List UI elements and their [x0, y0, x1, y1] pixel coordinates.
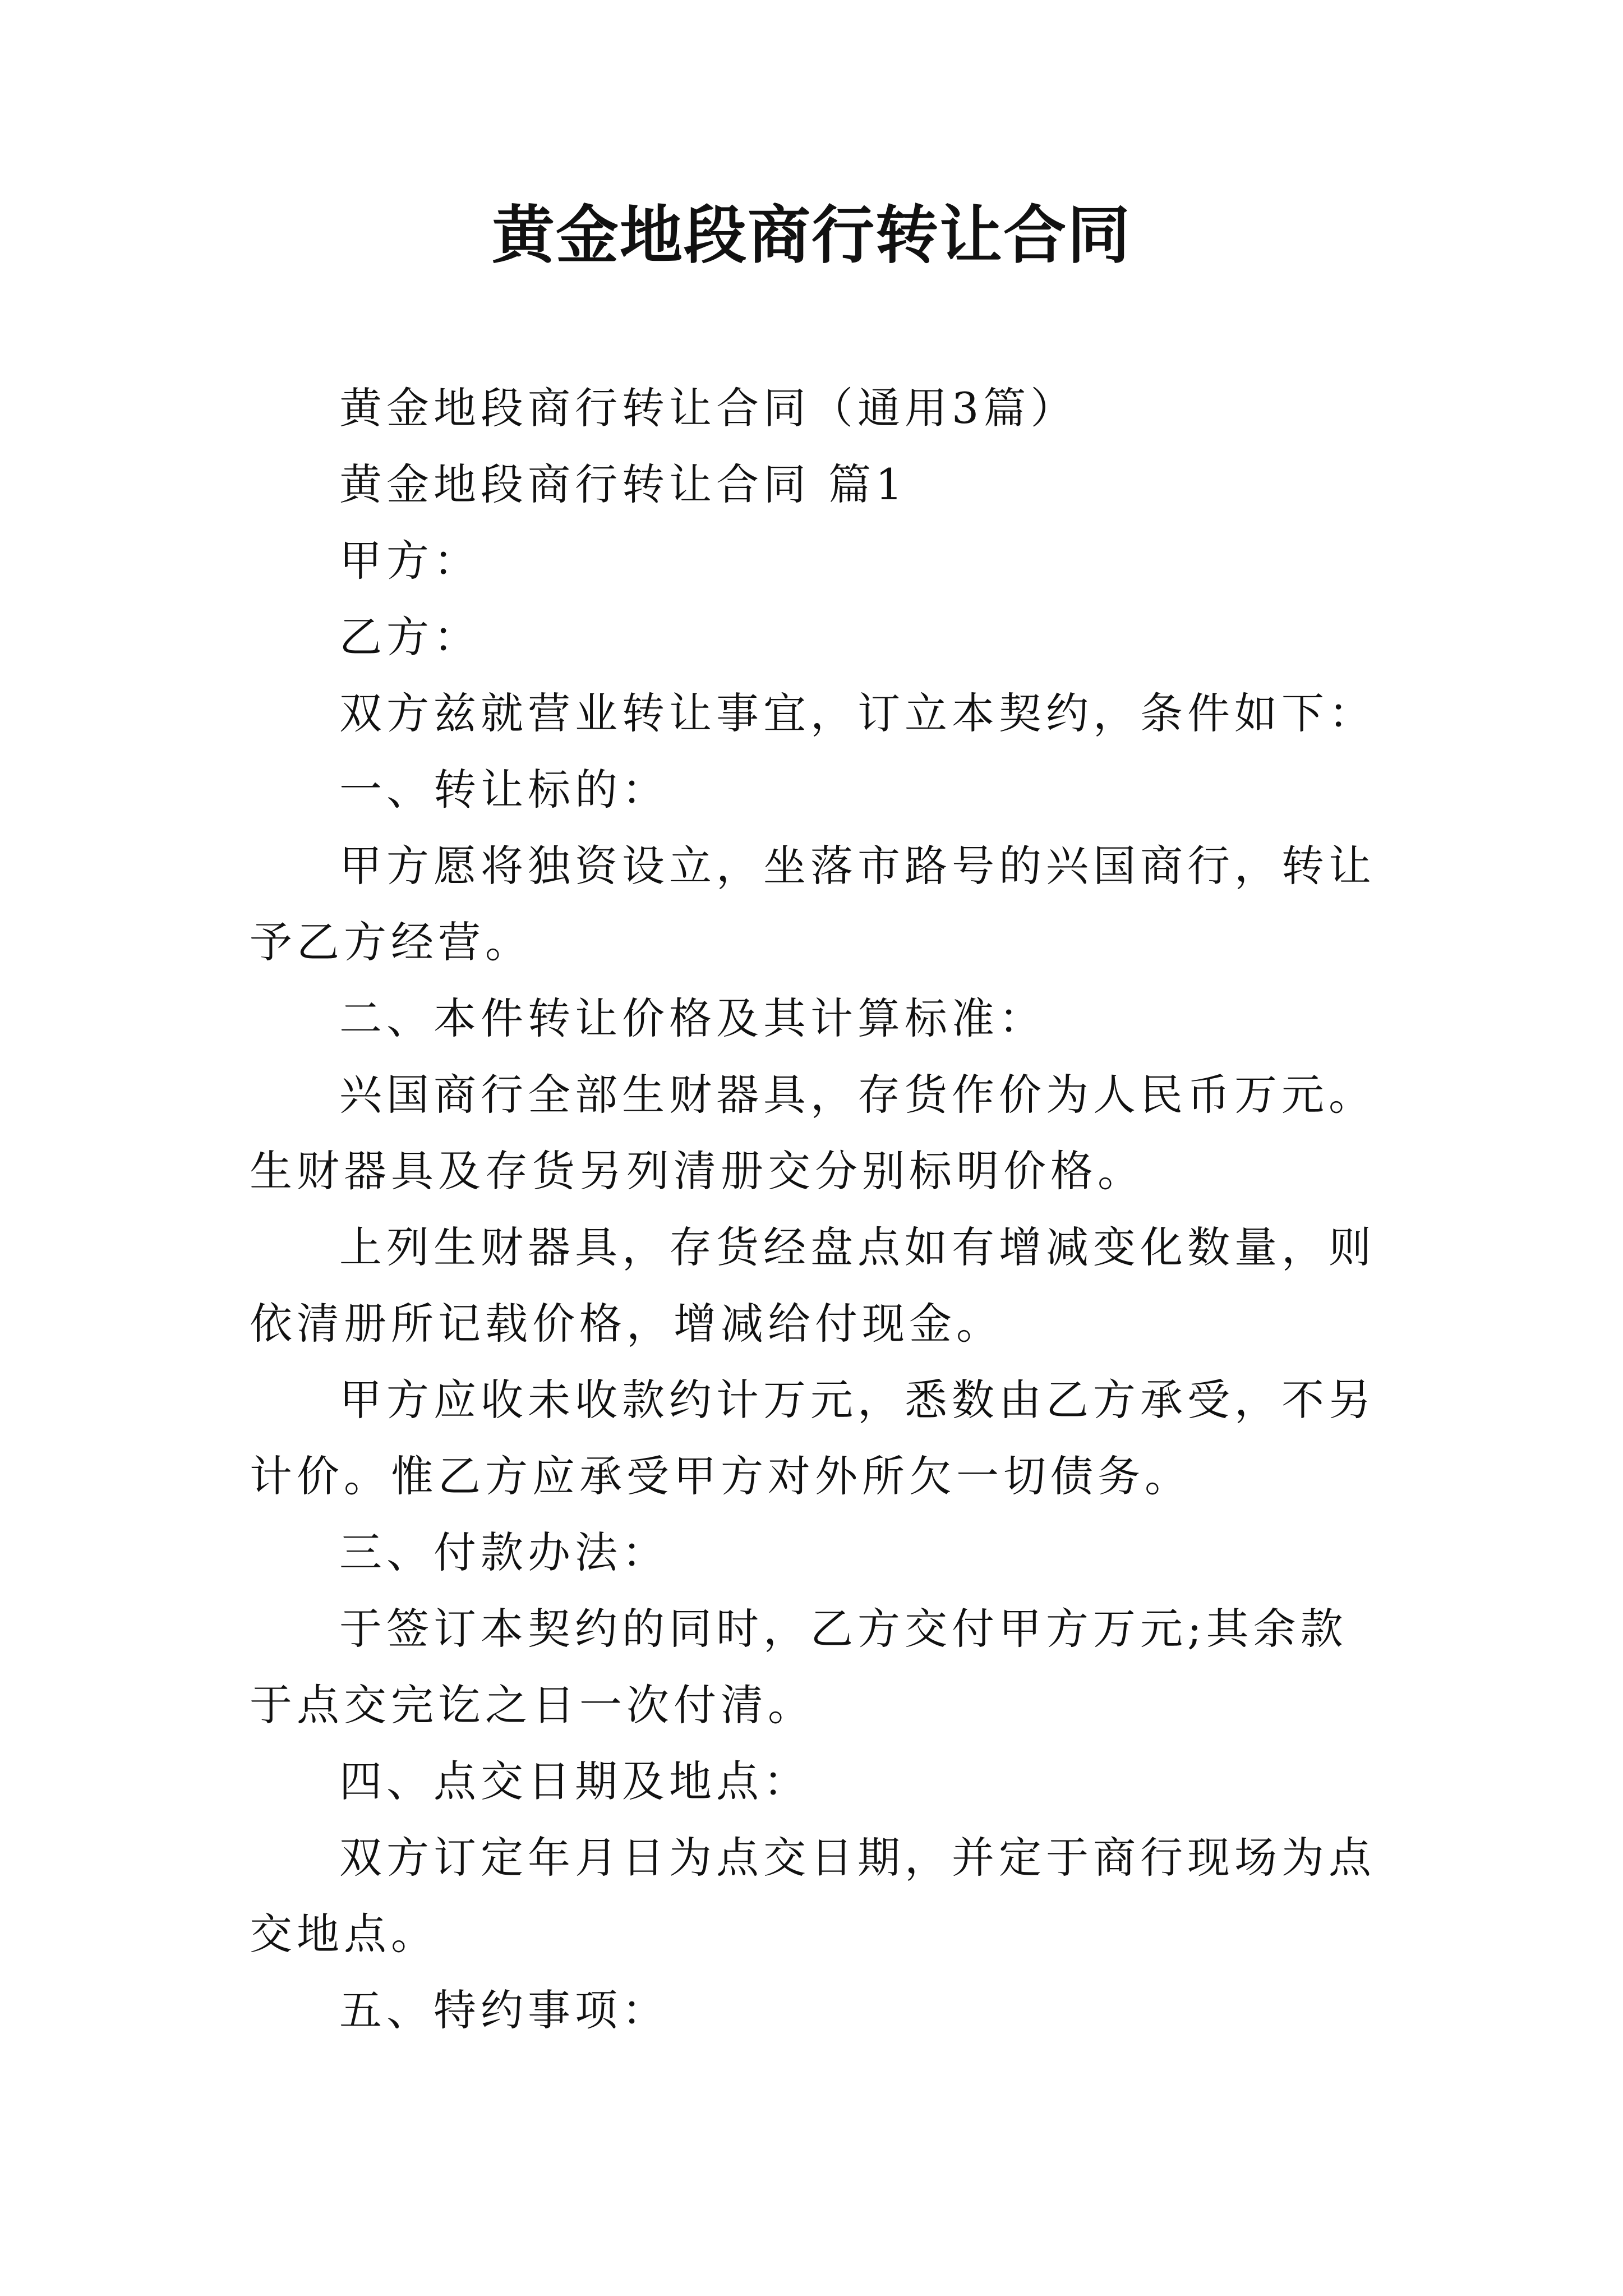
document-body [250, 370, 1388, 2049]
paragraph: 双方兹就营业转让事宜，订立本契约，条件如下： [339, 688, 1376, 738]
paragraph: 四、点交日期及地点： [339, 1756, 810, 1806]
paragraph: 甲方： [339, 536, 481, 586]
paragraph: 甲方愿将独资设立，坐落市路号的兴国商行，转让予乙方经营。 [250, 841, 1376, 967]
paragraph: 双方订定年月日为点交日期，并定于商行现场为点交地点。 [250, 1833, 1376, 1959]
paragraph: 一、转让标的： [339, 765, 669, 815]
paragraph: 乙方： [339, 612, 481, 662]
paragraph: 上列生财器具，存货经盘点如有增减变化数量，则依清册所记载价格，增减给付现金。 [250, 1222, 1376, 1349]
paragraph: 二、本件转让价格及其计算标准： [339, 993, 1046, 1043]
paragraph: 五、特约事项： [339, 1985, 669, 2035]
paragraph: 于签订本契约的同时，乙方交付甲方万元;其余款于点交完讫之日一次付清。 [250, 1604, 1348, 1730]
paragraph: 三、付款办法： [339, 1527, 669, 1577]
document-title: 黄金地段商行转让合同 [492, 199, 1131, 272]
paragraph: 黄金地段商行转让合同（通用3篇） [339, 383, 1078, 433]
paragraph: 兴国商行全部生财器具，存货作价为人民币万元。生财器具及存货另列清册交分别标明价格。 [250, 1070, 1376, 1196]
paragraph: 黄金地段商行转让合同 篇1 [339, 459, 907, 509]
paragraph: 甲方应收未收款约计万元，悉数由乙方承受，不另计价。惟乙方应承受甲方对外所欠一切债务。 [250, 1375, 1376, 1501]
